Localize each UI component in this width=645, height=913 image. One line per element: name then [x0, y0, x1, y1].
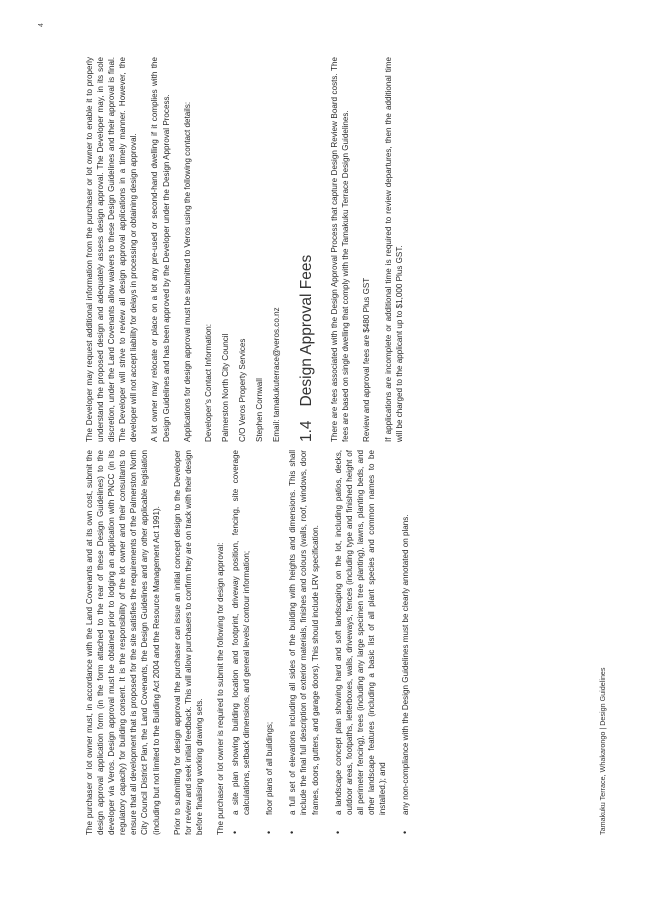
- section-title: Design Approval Fees: [298, 254, 316, 407]
- contact-block: [203, 57, 282, 442]
- list-item: • a landscape concept plan showing hard and soft landscaping on the lot, including patios, decks, outdoor areas, footpaths, letterboxes, walls, driveways, fences (including type and finished height of all perimeter fencing), trees (including any large specimen tree planting), lawns, planting beds, and other landscape features (including a basic list of all plant species and common names to be installed.); and: [333, 450, 388, 835]
- contact-line: Stephen Cornwall: [255, 378, 265, 442]
- requirements-paragraph: The purchaser or lot owner is required to submit the following for design approval:: [215, 542, 225, 835]
- page-number: 4: [38, 23, 45, 27]
- contact-email: Email: tamakukuterrace@veros.co.nz: [272, 307, 282, 442]
- fees-paragraph: There are fees associated with the Design Approval Process that capture Design Review Board costs. The fees are based on single dwelling that comply with the Tamakuku Terrace Design Guidelines.: [330, 57, 351, 442]
- list-item: • a full set of elevations including all sides of the building with heights and dimensions. This shall include the final full description of exterior materials, finishes and colours (walls, roof, windows, door frames, doors, gutters, and garage doors). This should include LRV specification.: [287, 450, 320, 835]
- submission-paragraph: Applications for design approval must be submitted to Veros using the following contact details:: [182, 101, 192, 442]
- contact-line: C/O Veros Property Services: [237, 338, 247, 442]
- section-number: 1.4: [298, 420, 316, 442]
- fee-amount-paragraph: Review and approval fees are $480 Plus GST: [362, 277, 372, 442]
- contact-line: Developer’s Contact Information:: [203, 323, 213, 442]
- right-column: [84, 57, 415, 442]
- intro-paragraph: The purchaser or lot owner must, in accordance with the Land Covenants and at its own cost, submit the design approval application form (in the form attached to the rear of these Design Guidelines) to the developer via Veros. Design approval must be obtained prior to lodging an application with PNCC (in its regulatory capacity) for building consent. It is the responsibility of the lot owner and their consultants to ensure that all development that is proposed for the site satisfies the requirements of the Palmerston North City Council District Plan, the Land Covenants, the Design Guidelines and any other applicable legislation (including but not limited to the Building Act 2004 and the Resource Management Act 1991).: [85, 450, 161, 835]
- additional-fees-paragraph: If applications are incomplete or additional time is required to review departures, then the additional time will be charged to the applicant up to $1,000 Plus GST.: [383, 57, 404, 442]
- list-item: • a site plan showing building location and footprint, driveway position, fencing, site coverage calculations, setback dimensions, and general levels/ contour information;: [230, 450, 252, 835]
- additional-info-paragraph: The Developer may request additional information from the purchaser or lot owner to enable it to properly understand the proposed design and adequately assess design approval. The Developer may, in its sole discretion, under the Land Covenants allow waivers to these Design Guidelines and their approval is final. The Developer will strive to review all design approval applications in a timely manner. However, the developer will not accept liability for delays in processing or obtaining design approval.: [85, 57, 139, 442]
- footer: Tamakuku Terrace, Whakarongo | Design Guidelines: [598, 667, 607, 835]
- relocation-paragraph: A lot owner may relocate or place on a lot any pre-used or second-hand dwelling if it complies with the Design Guidelines and has been approved by the Developer under the Design Approval Process.: [150, 57, 171, 442]
- left-column: [84, 450, 423, 835]
- list-item: • floor plans of all buildings;: [264, 450, 275, 835]
- requirements-list: [230, 450, 411, 835]
- list-item: • any non-compliance with the Design Guidelines must be clearly annotated on plans.: [400, 450, 411, 835]
- section-heading: [297, 57, 317, 442]
- contact-line: Palmerston North City Council: [220, 333, 230, 442]
- concept-paragraph: Prior to submitting for design approval the purchaser can issue an initial concept design to the Developer for review and seek initial feedback. This will allow purchasers to confirm they are on track with their design before finalising working drawing sets.: [172, 450, 204, 835]
